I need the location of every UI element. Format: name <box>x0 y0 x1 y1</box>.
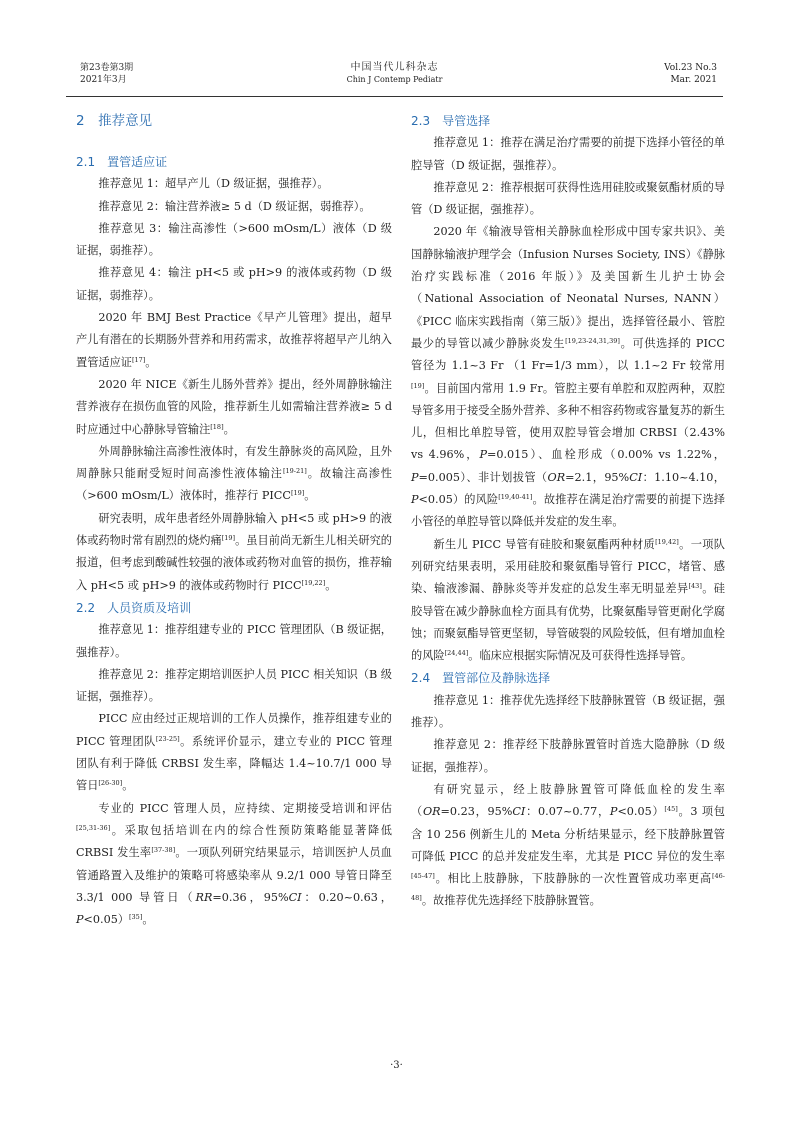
running-header <box>66 62 723 97</box>
citation[interactable]: [19] <box>221 534 236 543</box>
citation[interactable]: [45-47] <box>411 872 435 881</box>
page-number: ·3· <box>390 1060 403 1071</box>
recommendation: 推荐意见 2：推荐经下肢静脉置管时首选大隐静脉（D 级证据，强推荐）。 <box>411 738 725 774</box>
right-column <box>411 110 725 913</box>
citation[interactable]: [19,23-24,31,39] <box>565 336 620 345</box>
paragraph: 外周静脉输注高渗性液体时，有发生静脉炎的高风险，且外周静脉只能耐受短时间高渗性液体输注[19-21]。故输注高渗性（>600 mOsm/L）液体时，推荐行 PICC[19]。 <box>76 444 392 503</box>
citation[interactable]: [35] <box>129 913 143 922</box>
date-en: Mar. 2021 <box>670 75 717 85</box>
paragraph: 新生儿 PICC 导管有硅胶和聚氨酯两种材质[19,42]。一项队列研究结果表明，采用硅胶和聚氨酯导管行 PICC，堵管、感染、输液渗漏、静脉炎等并发症的总发生率无明显差异[43]。硅胶导管在减少静脉血栓方面具有优势，比聚氨酯导管更耐化学腐蚀；而聚氨酯导管更坚韧，导管破裂的风险较低，但有增加血栓的风险[24,44]。临床应根据实际情况及可获得性选择导管。 <box>411 537 725 663</box>
paragraph: PICC 应由经过正规培训的工作人员操作，推荐组建专业的 PICC 管理团队[23-25]。系统评价显示，建立专业的 PICC 管理团队有利于降低 CRBSI 发生率，降幅达 1.4~10.7/1 000 导管日[26-30]。 <box>76 712 393 793</box>
recommendation: 推荐意见 1：推荐在满足治疗需要的前提下选择小管径的单腔导管（D 级证据，强推荐）。 <box>411 136 725 172</box>
subsection-heading-2-4: 2.4 置管部位及静脉选择 <box>411 671 551 686</box>
citation[interactable]: [37-38] <box>151 846 176 855</box>
subsection-heading-2-3: 2.3 导管选择 <box>411 114 491 128</box>
citation[interactable]: [17] <box>131 355 146 364</box>
citation[interactable]: [19,42] <box>655 537 679 546</box>
header-center <box>66 62 723 86</box>
paragraph: 2020 年 NICE《新生儿肠外营养》提出，经外周静脉输注营养液存在损伤血管的风险，推荐新生儿如需输注营养液≥ 5 d 时应通过中心静脉导管输注[18]。 <box>76 377 392 436</box>
recommendation: 推荐意见 1：超早产儿（D 级证据，强推荐）。 <box>98 177 329 191</box>
citation[interactable]: [19,22] <box>301 578 326 587</box>
recommendation: 推荐意见 2：推荐定期培训医护人员 PICC 相关知识（B 级证据，强推荐）。 <box>76 667 392 704</box>
volume-en: Vol.23 No.3 <box>664 63 717 73</box>
subsection-heading-2-2: 2.2 人员资质及培训 <box>76 600 192 615</box>
subsection-heading-2-1: 2.1 置管适应证 <box>76 155 168 169</box>
paragraph: 专业的 PICC 管理人员，应持续、定期接受培训和评估[25,31-36]。采取包括培训在内的综合性预防策略能显著降低 CRBSI 发生率[37-38]。一项队列研究结果显示，培训医护人员血管通路置入及维护的策略可将感染率从 9.2/1 000 导管日降至 3.3/1 000 导管日（RR=0.36，95%CI：0.20~0.63，P<0.05）[35]。 <box>76 801 392 927</box>
header-right <box>664 62 717 86</box>
citation[interactable]: [24,44] <box>444 649 469 658</box>
date-cn: 2021年3月 <box>80 75 127 85</box>
recommendation: 推荐意见 2：输注营养液≥ 5 d（D 级证据，弱推荐）。 <box>98 199 371 213</box>
citation[interactable]: [25,31-36] <box>76 823 111 832</box>
left-column <box>76 110 392 931</box>
citation[interactable]: [45] <box>664 805 678 814</box>
citation[interactable]: [19,40-41] <box>498 493 533 502</box>
recommendation: 推荐意见 1：推荐组建专业的 PICC 管理团队（B 级证据，强推荐）。 <box>76 623 392 659</box>
journal-title-cn: 中国当代儿科杂志 <box>350 62 439 73</box>
citation[interactable]: [23-25] <box>155 734 180 743</box>
recommendation: 推荐意见 3：输注高渗性（>600 mOsm/L）液体（D 级证据，弱推荐）。 <box>76 221 392 258</box>
section-heading: 2 推荐意见 <box>76 113 153 129</box>
paragraph: 2020 年《输液导管相关静脉血栓形成中国专家共识》、美国静脉输液护理学会（Infusion Nurses Society, INS）《静脉治疗实践标准（2016 年版）》及美国新生儿护士协会（National Association of Neonatal Nurses, NANN）《PICC 临床实践指南（第三版）》提出，选择管径最小、管腔最少的导管以减少静脉炎发生[19,23-24,31,39]。可供选择的 PICC 管径为 1.1~3 Fr （1 Fr=1/3 mm），以 1.1~2 Fr 较常用[19]。目前国内常用 1.9 Fr。管腔主要有单腔和双腔两种，双腔导管多用于接受全肠外营养、多种不相容药物或容量复苏的新生儿，但相比单腔导管，使用双腔导管会增加 CRBSI（2.43% vs 4.96%，P=0.015）、血栓形成（0.00% vs 1.22%，P=0.005）、非计划拔管（OR=2.1，95%CI：1.10~4.10，P<0.05）的风险[19,40-41]。故推荐在满足治疗需要的前提下选择小管径的单腔导管以降低并发症的发生率。 <box>411 225 725 529</box>
citation[interactable]: [18] <box>210 422 224 431</box>
paragraph: 2020 年 BMJ Best Practice《早产儿管理》提出，超早产儿有潜在的长期肠外营养和用药需求，故推荐将超早产儿纳入置管适应证[17]。 <box>76 311 392 369</box>
journal-title-en: Chin J Contemp Pediatr <box>346 75 443 84</box>
recommendation: 推荐意见 4：输注 pH<5 或 pH>9 的液体或药物（D 级证据，弱推荐）。 <box>76 266 392 302</box>
volume-cn: 第23卷第3期 <box>80 63 134 73</box>
citation[interactable]: [43] <box>688 582 702 591</box>
citation[interactable]: [19] <box>290 489 305 498</box>
paragraph: 有研究显示，经上肢静脉置管可降低血栓的发生率（OR=0.23，95%CI：0.07~0.77，P<0.05）[45]。3 项包含 10 256 例新生儿的 Meta 分析结果显示，经下肢静脉置管可降低 PICC 的总并发症发生率，尤其是 PICC 异位的发生率[45-47]。相比上肢静脉，下肢静脉的一次性置管成功率更高[46-48]。故推荐优先选择经下肢静脉置管。 <box>411 782 725 908</box>
paragraph: 研究表明，成年患者经外周静脉输入 pH<5 或 pH>9 的液体或药物时常有剧烈的烧灼痛[19]。虽目前尚无新生儿相关研究的报道，但考虑到酸碱性较强的液体或药物对血管的损伤，推荐输入 pH<5 或 pH>9 的液体或药物时行 PICC[19,22]。 <box>76 511 392 592</box>
citation[interactable]: [19-21] <box>282 467 307 476</box>
recommendation: 推荐意见 1：推荐优先选择经下肢静脉置管（B 级证据，强推荐）。 <box>411 693 725 730</box>
citation[interactable]: [26-30] <box>98 779 123 788</box>
recommendation: 推荐意见 2：推荐根据可获得性选用硅胶或聚氨酯材质的导管（D 级证据，强推荐）。 <box>411 180 725 217</box>
citation[interactable]: [46-48] <box>411 872 725 903</box>
citation[interactable]: [19] <box>411 381 425 390</box>
